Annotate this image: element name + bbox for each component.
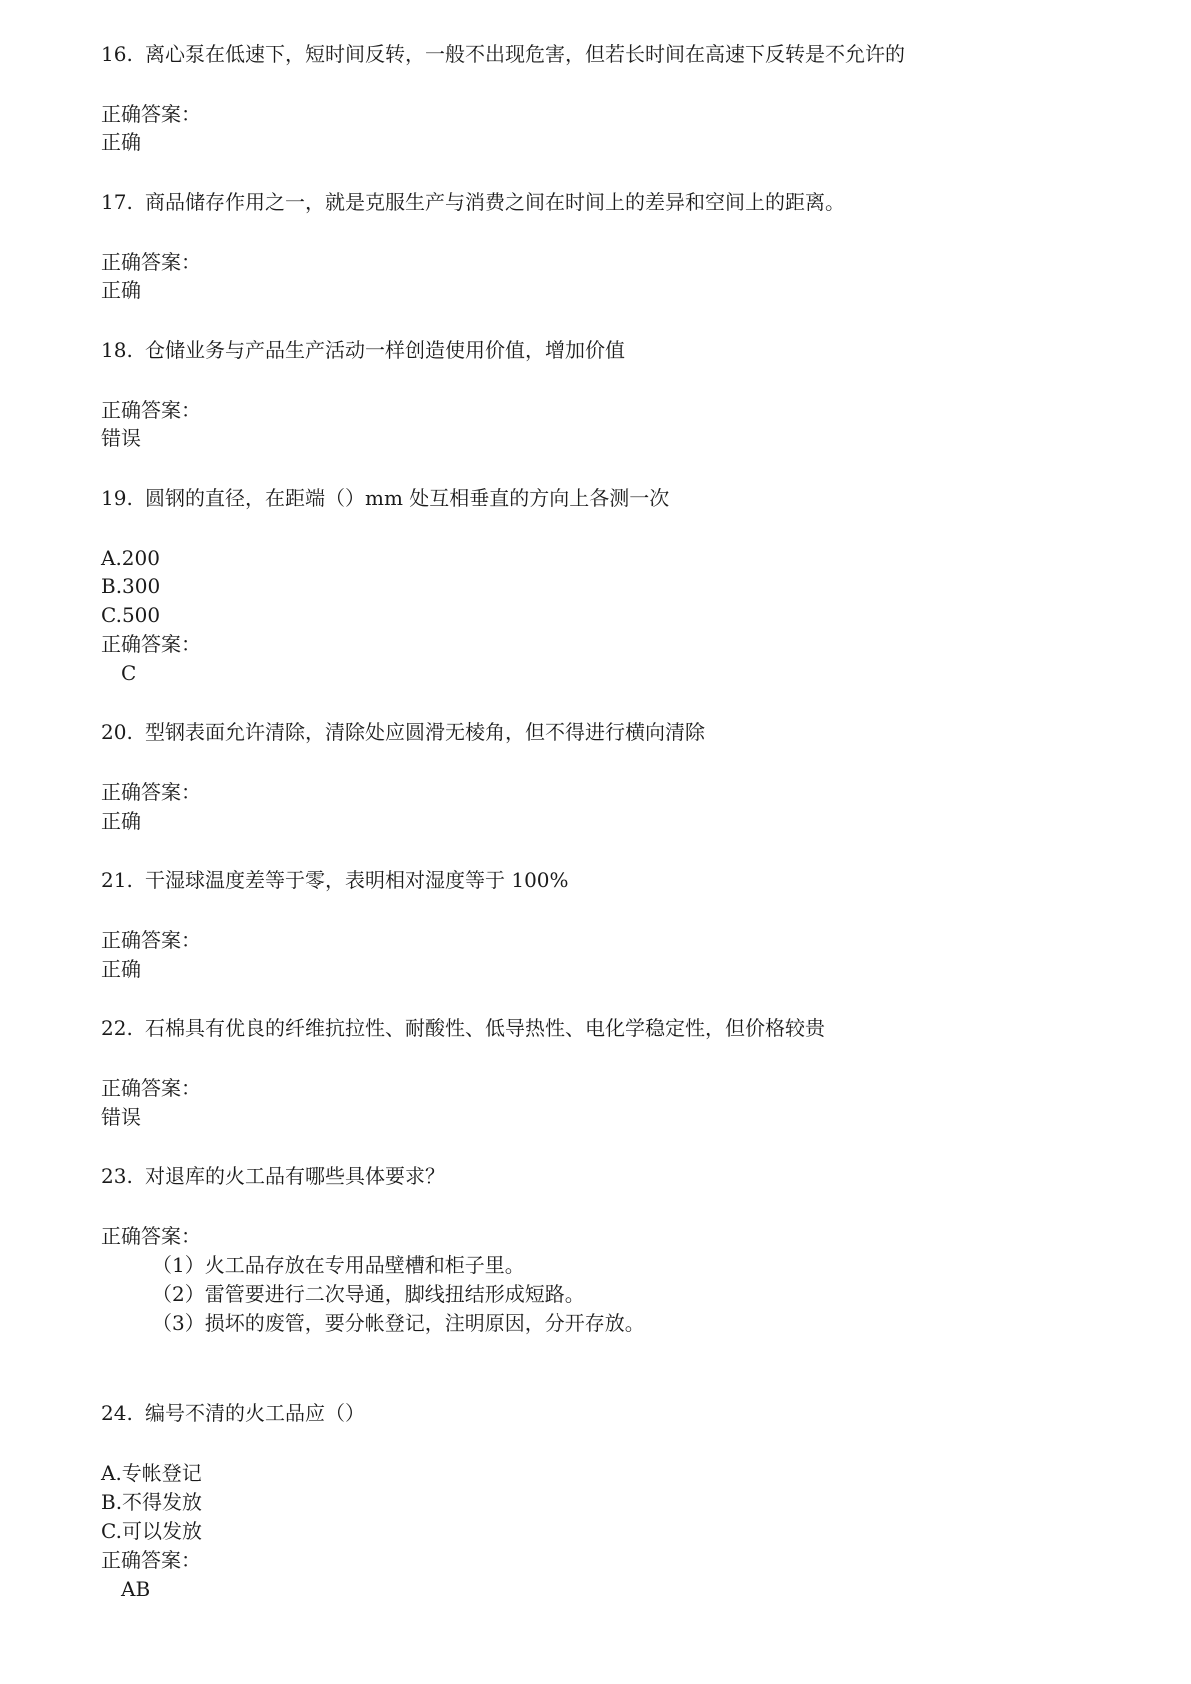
question-text: 离心泵在低速下，短时间反转，一般不出现危害，但若长时间在高速下反转是不允许的 bbox=[145, 42, 905, 66]
question-number: 17. bbox=[101, 190, 133, 214]
question-19 bbox=[101, 484, 669, 512]
answer-label: 正确答案： bbox=[101, 780, 201, 804]
question-text: 编号不清的火工品应（） bbox=[145, 1401, 365, 1425]
question-16 bbox=[101, 40, 905, 68]
answer-label: 正确答案： bbox=[101, 398, 201, 422]
question-18 bbox=[101, 336, 625, 364]
answer-value: AB bbox=[121, 1577, 151, 1601]
question-text: 型钢表面允许清除，清除处应圆滑无棱角，但不得进行横向清除 bbox=[145, 720, 705, 744]
question-text: 商品储存作用之一，就是克服生产与消费之间在时间上的差异和空间上的距离。 bbox=[145, 190, 845, 214]
question-number: 22. bbox=[101, 1016, 133, 1040]
answer-label: 正确答案： bbox=[101, 928, 201, 952]
option-c: C.500 bbox=[101, 603, 161, 627]
answer-label: 正确答案： bbox=[101, 250, 201, 274]
option-a: A.专帐登记 bbox=[101, 1461, 202, 1485]
question-20 bbox=[101, 718, 705, 746]
answer-value: 正确 bbox=[101, 278, 141, 302]
question-number: 23. bbox=[101, 1164, 133, 1188]
question-text: 仓储业务与产品生产活动一样创造使用价值，增加价值 bbox=[145, 338, 625, 362]
answer-value: C bbox=[121, 661, 137, 685]
question-21 bbox=[101, 866, 569, 894]
question-17 bbox=[101, 188, 845, 216]
answer-label: 正确答案： bbox=[101, 632, 201, 656]
answer-line-1: （1）火工品存放在专用品壁槽和柜子里。 bbox=[152, 1253, 525, 1277]
answer-value: 正确 bbox=[101, 130, 141, 154]
answer-label: 正确答案： bbox=[101, 1224, 201, 1248]
question-number: 24. bbox=[101, 1401, 133, 1425]
question-23 bbox=[101, 1162, 445, 1190]
question-22 bbox=[101, 1014, 825, 1042]
question-text: 石棉具有优良的纤维抗拉性、耐酸性、低导热性、电化学稳定性，但价格较贵 bbox=[145, 1016, 825, 1040]
answer-label: 正确答案： bbox=[101, 1076, 201, 1100]
answer-value: 错误 bbox=[101, 426, 141, 450]
option-a: A.200 bbox=[101, 546, 160, 570]
option-b: B.300 bbox=[101, 574, 161, 598]
question-number: 16. bbox=[101, 42, 133, 66]
answer-label: 正确答案： bbox=[101, 1548, 201, 1572]
question-24 bbox=[101, 1399, 365, 1427]
option-b: B.不得发放 bbox=[101, 1490, 203, 1514]
question-number: 18. bbox=[101, 338, 133, 362]
question-number: 19. bbox=[101, 486, 133, 510]
answer-value: 错误 bbox=[101, 1105, 141, 1129]
answer-value: 正确 bbox=[101, 957, 141, 981]
question-number: 21. bbox=[101, 868, 133, 892]
question-text: 对退库的火工品有哪些具体要求？ bbox=[145, 1164, 445, 1188]
question-text: 干湿球温度差等于零，表明相对湿度等于 100% bbox=[145, 868, 569, 892]
option-c: C.可以发放 bbox=[101, 1519, 202, 1543]
answer-line-3: （3）损坏的废管，要分帐登记，注明原因，分开存放。 bbox=[152, 1311, 645, 1335]
question-number: 20. bbox=[101, 720, 133, 744]
answer-line-2: （2）雷管要进行二次导通，脚线扭结形成短路。 bbox=[152, 1282, 585, 1306]
question-text: 圆钢的直径，在距端（）mm 处互相垂直的方向上各测一次 bbox=[145, 486, 670, 510]
answer-label: 正确答案： bbox=[101, 102, 201, 126]
answer-value: 正确 bbox=[101, 809, 141, 833]
